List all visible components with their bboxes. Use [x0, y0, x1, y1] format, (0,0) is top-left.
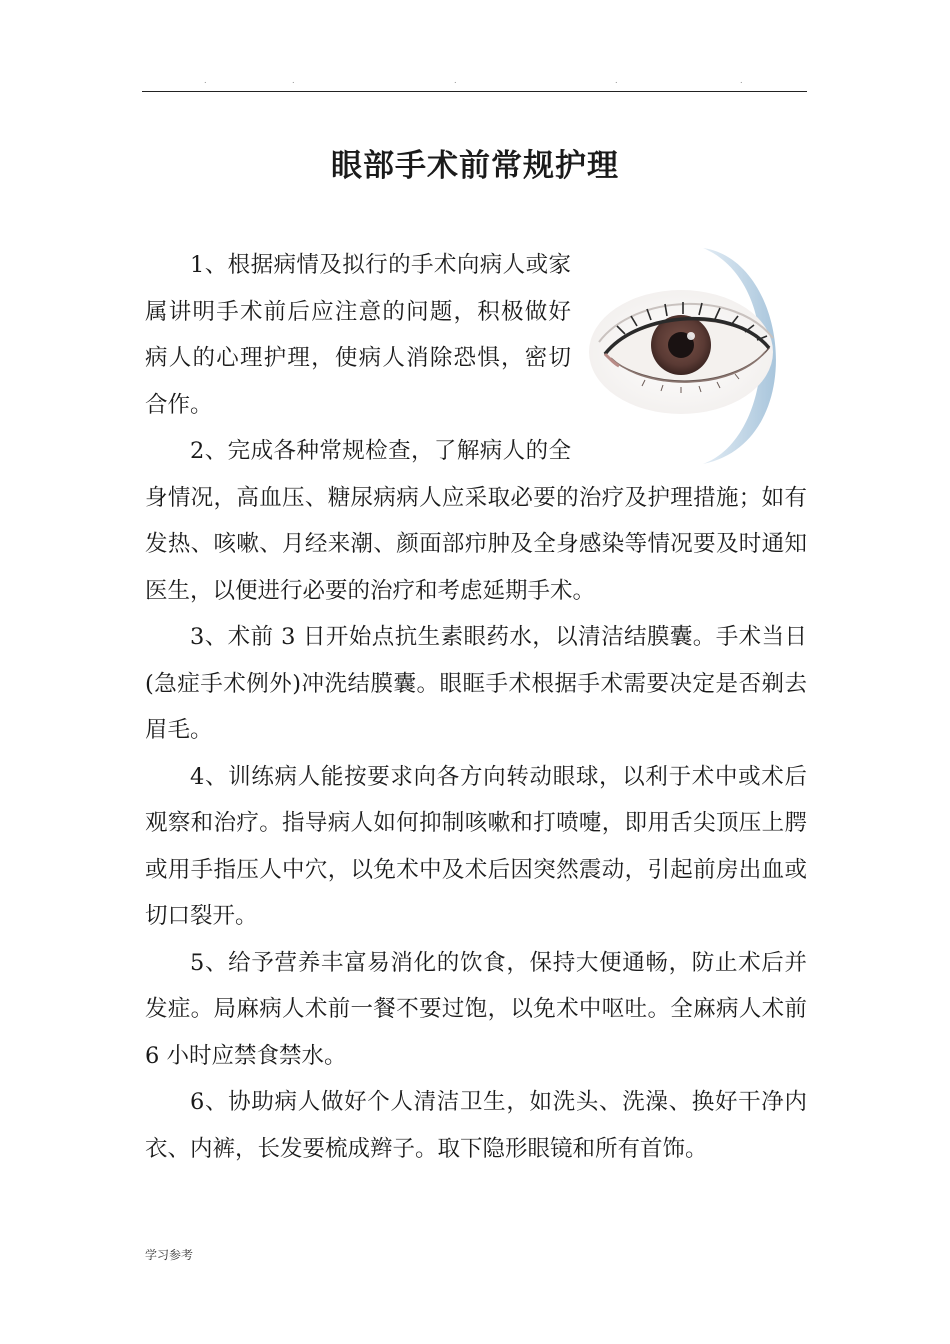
header-mark: . [204, 76, 207, 85]
footer-text: 学习参考 [145, 1248, 194, 1262]
header-mark: . [454, 76, 457, 85]
header-marks [142, 76, 807, 88]
paragraph-3: 3、术前 3 日开始点抗生素眼药水，以清洁结膜囊。手术当日(急症手术例外)冲洗结膜囊。眼眶手术根据手术需要决定是否剃去眉毛。 [145, 624, 807, 743]
header-mark: . [740, 76, 743, 85]
page-title: 眼部手术前常规护理 [331, 148, 619, 184]
eye-illustration-icon [585, 242, 817, 468]
paragraph-5: 5、给予营养丰富易消化的饮食，保持大便通畅，防止术后并发症。局麻病人术前一餐不要过饱，以免术中呕吐。全麻病人术前 6 小时应禁食禁水。 [145, 949, 807, 1069]
document-body [145, 242, 807, 1172]
paragraph-4: 4、训练病人能按要求向各方向转动眼球，以利于术中或术后观察和治疗。指导病人如何抑制咳嗽和打喷嚏，即用舌尖顶压上腭或用手指压人中穴，以免术中及术后因突然震动，引起前房出血或切口裂开。 [145, 763, 807, 929]
eye-figure [585, 242, 817, 468]
paragraph-1: 1、根据病情及拟行的手术向病人或家属讲明手术前后应注意的问题，积极做好病人的心理护理，使病人消除恐惧，密切合作。 [145, 252, 571, 418]
header-mark: . [292, 76, 295, 85]
header-mark: . [615, 76, 618, 85]
paragraph-2: 2、完成各种常规检查，了解病人的全身情况，高血压、糖尿病病人应采取必要的治疗及护理措施；如有发热、咳嗽、月经来潮、颜面部疖肿及全身感染等情况要及时通知医生，以便进行必要的治疗和考虑延期手术。 [145, 438, 807, 604]
header-rule [142, 91, 807, 92]
paragraph-6: 6、协助病人做好个人清洁卫生，如洗头、洗澡、换好干净内衣、内裤，长发要梳成辫子。取下隐形眼镜和所有首饰。 [145, 1089, 807, 1162]
